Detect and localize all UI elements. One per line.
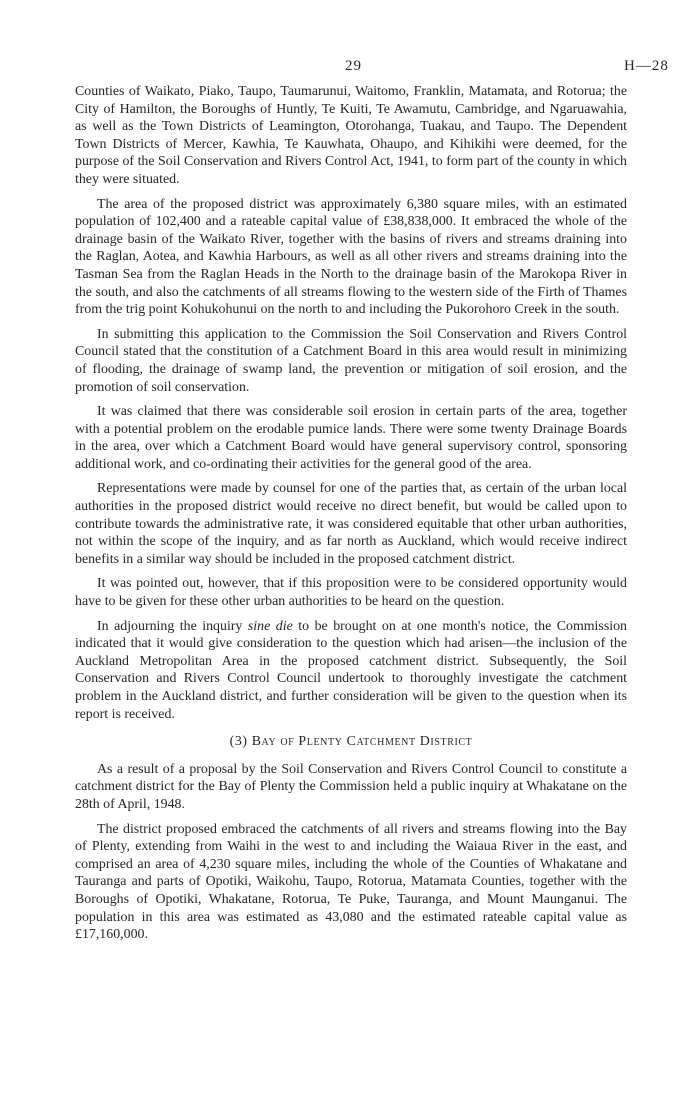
adjourn-text-before: In adjourning the inquiry	[97, 618, 248, 634]
paragraph-bop-district: The district proposed embraced the catchments of all rivers and streams flowing into the Bay of Plenty, extending from Waihi in the west to and including the Waiaua River in the east, and comprised an area of 4,230 square miles, including the whole of the Counties of Whakatane and Tauranga and parts of Opotiki, Waikohu, Taupo, Rotorua, Matamata Counties, together with the Boroughs of Opotiki, Whakatane, Rotorua, Te Puke, Tauranga, and Mount Maunganui. The population in this area was estimated as 43,080 and the estimated rateable capital value as £17,160,000.	[75, 821, 627, 943]
page-number: 29	[345, 58, 362, 74]
paragraph-erosion: It was claimed that there was considerable soil erosion in certain parts of the area, together with a potential problem on the erodable pumice lands. There were some twenty Drainage Boards in the area, over which a Catchment Board would have general supervisory control, sponsoring additional work, and co-ordinating their activities for the general good of the area.	[75, 404, 627, 472]
paragraph-submission: In submitting this application to the Commission the Soil Conservation and Rivers Control Council stated that the constitution of a Catchment Board in this area would result in minimizing of flooding, the drainage of swamp land, the prevention or mitigation of soil erosion, and the promotion of soil conservation.	[75, 326, 627, 395]
page-header	[0, 58, 700, 80]
paragraph-proposition: It was pointed out, however, that if this proposition were to be considered opportunity would have to be given for these other urban authorities to be heard on the question.	[75, 576, 627, 610]
adjourn-text-after: to be brought on at one month's notice, the Commission indicated that it would give consideration to the question which had arisen—the inclusion of the Auckland Metropolitan Area in the proposed catchment district. Subsequently, the Soil Conservation and Rivers Control Council undertook to thoroughly investigate the catchment problem in the Auckland district, and further consideration will be given to the question when its report is received.	[75, 618, 627, 722]
paragraph-adjourning	[75, 618, 627, 724]
section-heading: (3) Bay of Plenty Catchment District	[229, 734, 473, 750]
document-body	[75, 83, 627, 951]
adjourn-emphasis: sine die	[247, 618, 293, 634]
paragraph-bop-proposal: As a result of a proposal by the Soil Conservation and Rivers Control Council to constitute a catchment district for the Bay of Plenty the Commission held a public inquiry at Whakatane on the 28th of April, 1948.	[75, 761, 627, 812]
document-reference: H—28	[624, 58, 669, 74]
paragraph-continuation: Counties of Waikato, Piako, Taupo, Taumarunui, Waitomo, Franklin, Matamata, and Rotorua; the City of Hamilton, the Boroughs of Huntly, Te Kuiti, Te Awamutu, Cambridge, and Ngaruawahia, as well as the Town Districts of Leamington, Otorohanga, Tuakau, and Taupo. The Dependent Town Districts of Mercer, Kawhia, Te Kauwhata, Ohaupo, and Kihikihi were deemed, for the purpose of the Soil Conservation and Rivers Control Act, 1941, to form part of the county in which they were situated.	[75, 84, 627, 187]
paragraph-representations: Representations were made by counsel for one of the parties that, as certain of the urban local authorities in the proposed district would receive no direct benefit, but would be called upon to contribute towards the administrative rate, it was considered equitable that other urban authorities, not within the scope of the inquiry, and as far north as Auckland, which would receive indirect benefits in a similar way should be included in the proposed catchment district.	[75, 481, 627, 567]
paragraph-area: The area of the proposed district was approximately 6,380 square miles, with an estimated population of 102,400 and a rateable capital value of £38,838,000. It embraced the whole of the drainage basin of the Waikato River, together with the basins of rivers and streams draining into the Raglan, Aotea, and Kawhia Harbours, as well as all other rivers and streams draining into the Tasman Sea from the Raglan Heads in the North to the drainage basin of the Marokopa River in the south, and also the catchments of all streams flowing to the western side of the Firth of Thames from the trig point Kohukohunui on the north to and including the Pukorohoro Creek in the south.	[75, 196, 627, 318]
